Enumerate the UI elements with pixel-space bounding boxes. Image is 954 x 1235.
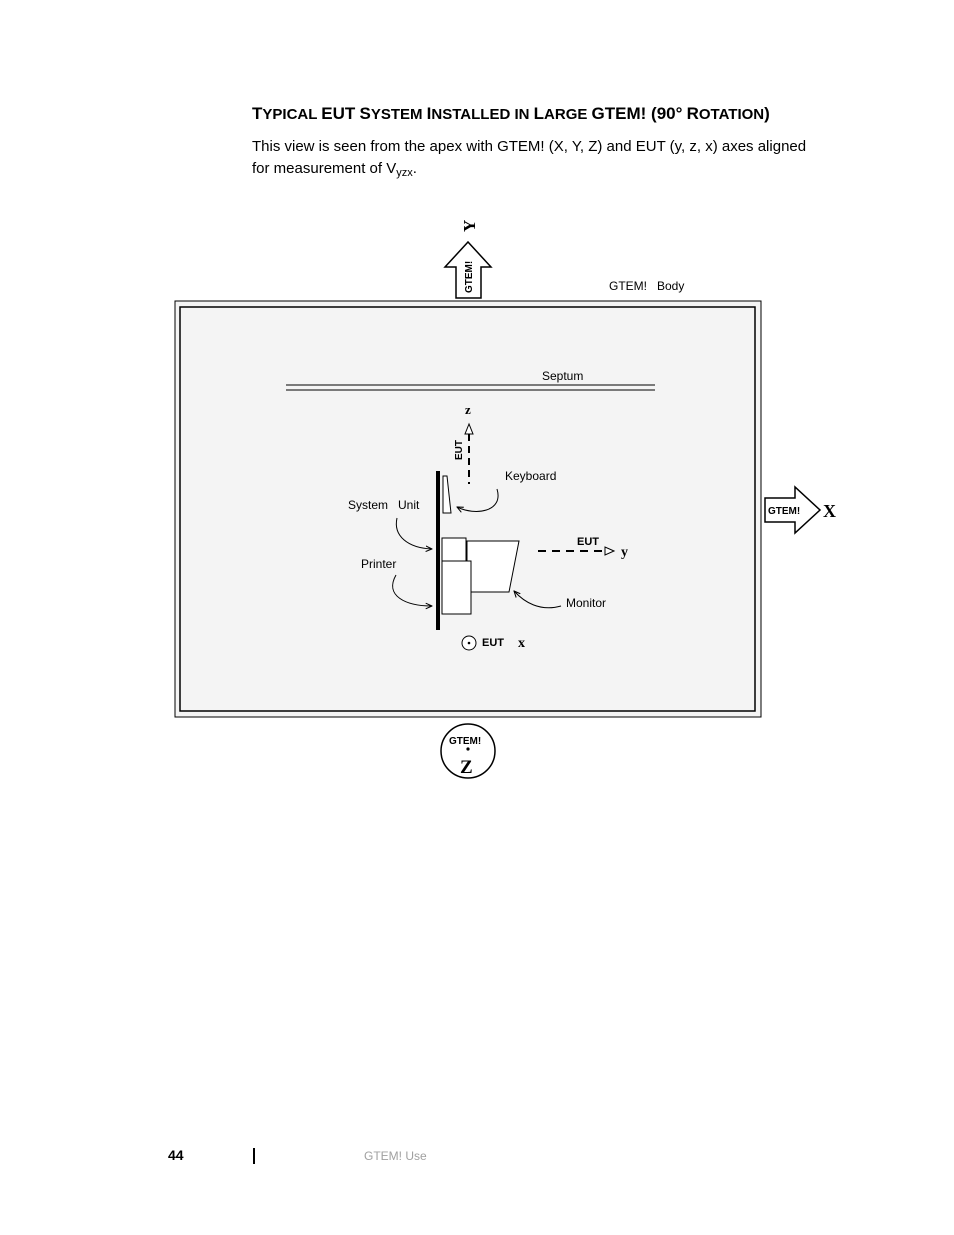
system-unit-label: System Unit — [348, 498, 420, 512]
intro-subscript: yzx — [396, 167, 413, 179]
gtem-z-tag: GTEM! — [449, 736, 482, 747]
intro-paragraph: This view is seen from the apex with GTEM! (X, Y, Z) and EUT (y, z, x) axes aligned for measurement of $V_{yzx}$. — [252, 138, 807, 179]
keyboard-label: Keyboard — [505, 469, 557, 483]
septum-label: Septum — [542, 369, 584, 383]
eut-y-tag: EUT — [577, 536, 599, 548]
footer-divider — [253, 1148, 255, 1164]
gtem-x-tag: GTEM! — [768, 506, 801, 517]
monitor-label: Monitor — [566, 596, 607, 610]
page-number: 44 — [168, 1147, 184, 1163]
gtem-z-dot — [466, 747, 469, 750]
eut-y-label: y — [621, 545, 628, 560]
gtem-body-label: GTEM! Body — [609, 279, 685, 293]
axis-x-label: X — [823, 501, 836, 521]
printer — [442, 561, 471, 614]
eut-x-tag: EUT — [482, 637, 504, 649]
axis-z-label: Z — [460, 757, 473, 778]
printer-label: Printer — [361, 557, 397, 571]
section-heading: TYPICAL EUT SYSTEM INSTALLED IN LARGE GTEM! (90° ROTATION) — [252, 104, 770, 123]
footer-doc-title: GTEM! Use — [364, 1149, 427, 1163]
eut-z-label: z — [465, 402, 471, 417]
axis-y-label: Y — [460, 219, 479, 232]
eut-x-label: x — [518, 636, 525, 651]
system-unit — [442, 538, 466, 562]
gtem-y-tag: GTEM! — [464, 260, 475, 293]
eut-z-tag: EUT — [454, 440, 465, 460]
eut-x-dot — [468, 642, 471, 645]
gtem-body-inner — [180, 307, 755, 711]
